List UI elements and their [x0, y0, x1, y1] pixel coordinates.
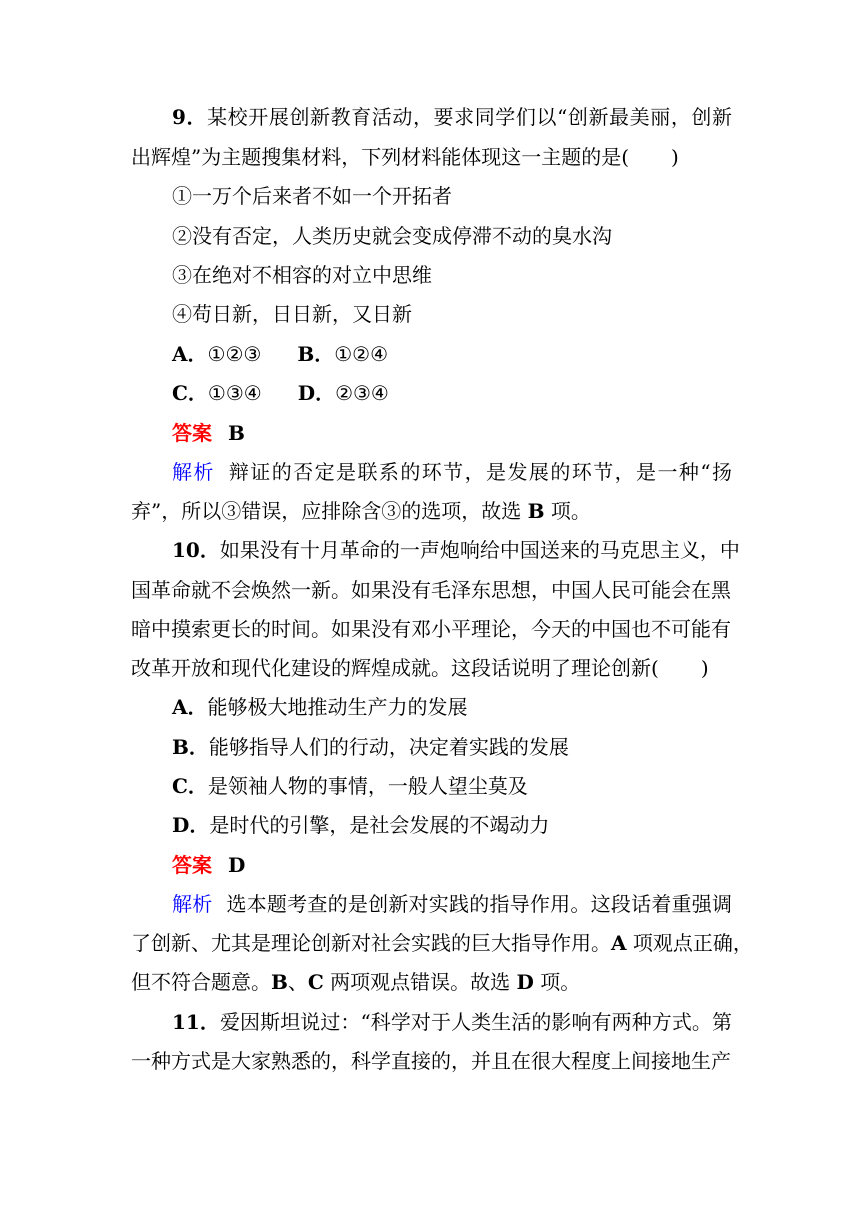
q9-stem-text: 出辉煌”为主题搜集材料，下列材料能体现这一主题的是(	[131, 145, 630, 169]
q10-explanation-text-1: 选本题考查的是创新对实践的指导作用。这段话着重强调	[226, 892, 733, 916]
q10-explanation-label: 解析	[172, 892, 213, 916]
q9-explanation-label: 解析	[172, 460, 215, 484]
q9-explanation-text-1: 辩证的否定是联系的环节，是发展的环节，是一种“扬	[228, 460, 733, 484]
q9-stem-line-1: 9．某校开展创新教育活动，要求同学们以“创新最美丽，创新	[172, 105, 732, 129]
q10-answer-label: 答案	[172, 853, 212, 877]
q10-explanation-line-2: 了创新、尤其是理论创新对社会实践的巨大指导作用。A 项观点正确，	[131, 931, 753, 955]
q9-answer-label: 答案	[172, 421, 212, 445]
q9-option-d: D．②③④	[297, 381, 389, 405]
q9-item-4: ④苟日新，日日新，又日新	[172, 302, 412, 326]
q10-option-b: B．能够指导人们的行动，决定着实践的发展	[172, 735, 569, 759]
q10-answer-value: D	[228, 853, 246, 877]
q9-stem-line-2	[131, 145, 731, 169]
q10-option-d: D．是时代的引擎，是社会发展的不竭动力	[172, 813, 550, 837]
q9-item-1: ①一万个后来者不如一个开拓者	[172, 184, 452, 208]
q9-option-b: B．①②④	[297, 342, 389, 366]
q10-paren-close: )	[700, 656, 709, 680]
q9-item-3: ③在绝对不相容的对立中思维	[172, 263, 432, 287]
q9-answer	[172, 421, 732, 445]
q9-option-a: A．①②③	[172, 342, 262, 366]
q10-stem-line-2: 国革命就不会焕然一新。如果没有毛泽东思想，中国人民可能会在黑	[131, 578, 731, 602]
q9-explanation-line-1	[172, 460, 732, 484]
q10-explanation-line-1	[172, 892, 732, 916]
q11-stem-line-1: 11．爱因斯坦说过：“科学对于人类生活的影响有两种方式。第	[172, 1010, 732, 1034]
q9-paren-close: )	[671, 145, 679, 169]
q10-option-a: A．能够极大地推动生产力的发展	[172, 695, 468, 719]
q9-options-row-2	[172, 381, 732, 405]
q10-answer	[172, 853, 732, 877]
q10-stem-text: 改革开放和现代化建设的辉煌成就。这段话说明了理论创新(	[131, 656, 659, 680]
q9-answer-value: B	[228, 421, 245, 445]
q10-stem-line-1: 10．如果没有十月革命的一声炮响给中国送来的马克思主义，中	[172, 538, 740, 562]
q10-stem-line-4	[131, 656, 731, 680]
q9-explanation-line-2: 弃”，所以③错误，应排除含③的选项，故选 B 项。	[131, 499, 591, 523]
q10-stem-line-3: 暗中摸索更长的时间。如果没有邓小平理论，今天的中国也不可能有	[131, 617, 731, 641]
q10-option-c: C．是领袖人物的事情，一般人望尘莫及	[172, 774, 528, 798]
q11-stem-line-2: 一种方式是大家熟悉的，科学直接的，并且在很大程度上间接地生产	[131, 1049, 731, 1073]
q9-options-row-1	[172, 342, 732, 366]
q10-explanation-line-3: 但不符合题意。B、C 两项观点错误。故选 D 项。	[131, 970, 581, 994]
q9-option-c: C．①③④	[172, 381, 262, 405]
q9-item-2: ②没有否定，人类历史就会变成停滞不动的臭水沟	[172, 224, 612, 248]
